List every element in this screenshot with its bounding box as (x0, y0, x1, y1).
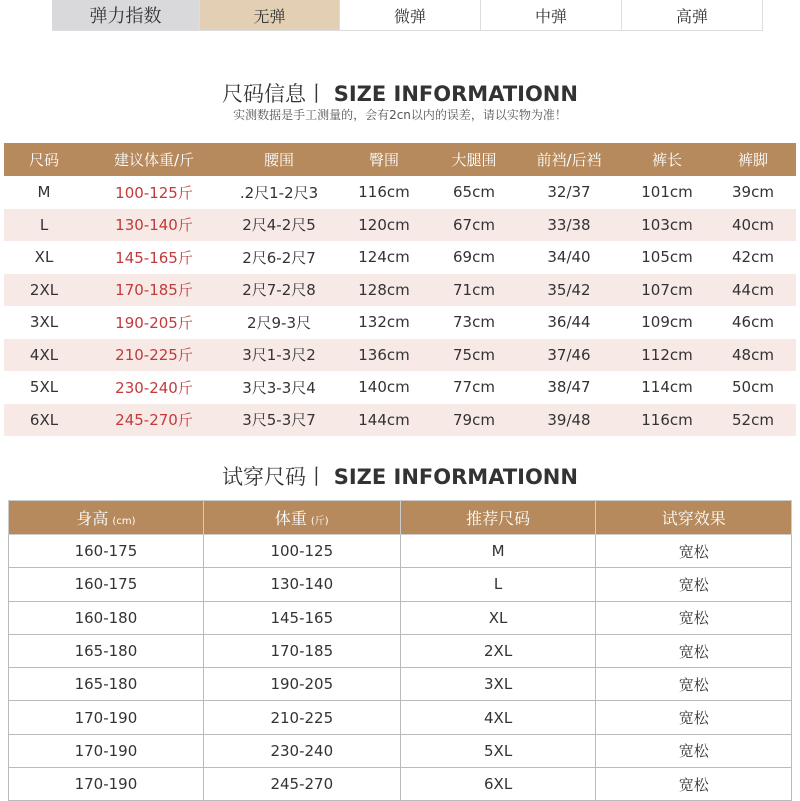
table-cell: M (37, 183, 51, 202)
table-cell: 34/40 (547, 248, 591, 267)
measurement-note: 实测数据是手工测量的，会有2cn以内的误差，请以实物为准！ (233, 108, 567, 122)
table-cell: 67cm (453, 215, 495, 234)
column-header: 前裆/后裆 (536, 151, 602, 169)
size-info-heading-cn: 尺码信息丨 (222, 82, 328, 106)
table-cell: 132cm (358, 313, 410, 332)
table-row (4, 209, 796, 242)
table-row (9, 568, 792, 601)
table-cell: 190-205斤 (115, 313, 193, 332)
table-cell: 33/38 (547, 215, 591, 234)
try-on-heading (0, 461, 800, 491)
table-cell: 宽松 (596, 668, 792, 701)
table-cell: 109cm (641, 313, 693, 332)
table-row (4, 306, 796, 339)
table-cell: 128cm (358, 280, 410, 299)
table-cell: 103cm (641, 215, 693, 234)
column-header-unit: (斤) (310, 516, 329, 527)
table-cell: XL (34, 248, 54, 267)
try-on-body (9, 535, 792, 801)
table-cell: 宽松 (596, 768, 792, 801)
table-cell: 46cm (732, 313, 774, 332)
table-cell: 4XL (400, 701, 596, 734)
table-row (9, 634, 792, 667)
table-cell: 120cm (358, 215, 410, 234)
table-row (9, 701, 792, 734)
table-cell: 2尺6-2尺7 (242, 248, 316, 267)
table-cell: 136cm (358, 345, 410, 364)
table-cell: 116cm (358, 183, 410, 202)
table-cell: 105cm (641, 248, 693, 267)
column-header (203, 501, 400, 535)
table-cell: 3XL (400, 668, 596, 701)
table-cell: 宽松 (596, 734, 792, 767)
table-row (4, 371, 796, 404)
try-on-header-row (9, 501, 792, 535)
table-cell: 39cm (732, 183, 774, 202)
table-cell: 宽松 (596, 634, 792, 667)
table-cell: 170-185斤 (115, 281, 193, 300)
size-info-table (4, 143, 796, 436)
table-cell: .2尺1-2尺3 (239, 183, 319, 202)
table-cell: 6XL (29, 410, 59, 429)
table-cell: 6XL (400, 768, 596, 801)
size-info-header-row (4, 143, 796, 176)
column-header: 裤脚 (737, 151, 768, 169)
column-header: 裤长 (651, 151, 682, 169)
table-cell: 165-180 (9, 668, 204, 701)
column-header-unit: (cm) (112, 516, 136, 527)
table-cell: 50cm (732, 378, 774, 397)
table-cell: 245-270斤 (115, 411, 193, 430)
column-header-label: 体重 (274, 509, 307, 528)
size-info-heading-en: SIZE INFORMATIONN (333, 82, 578, 106)
elasticity-bar (52, 0, 763, 31)
table-cell: 170-190 (9, 701, 204, 734)
table-cell: 114cm (641, 378, 693, 397)
table-cell: 42cm (732, 248, 774, 267)
column-header (9, 501, 204, 535)
table-cell: 145-165 (203, 601, 400, 634)
table-cell: 40cm (732, 215, 774, 234)
table-cell: 48cm (732, 345, 774, 364)
table-row (4, 241, 796, 274)
table-cell: 宽松 (596, 535, 792, 568)
table-cell: 107cm (641, 280, 693, 299)
table-cell: 124cm (358, 248, 410, 267)
column-header-label: 身高 (76, 509, 109, 528)
table-cell: 2尺7-2尺8 (242, 281, 316, 300)
table-cell: 3XL (29, 313, 59, 332)
table-cell: 71cm (453, 280, 495, 299)
column-header: 臀围 (368, 151, 399, 169)
table-cell: 144cm (358, 410, 410, 429)
table-cell: 宽松 (596, 601, 792, 634)
table-cell: 4XL (29, 345, 59, 364)
table-row (9, 668, 792, 701)
table-cell: 140cm (358, 378, 410, 397)
column-header: 建议体重/斤 (113, 151, 195, 169)
try-on-heading-cn: 试穿尺码丨 (222, 465, 328, 489)
table-cell: XL (400, 601, 596, 634)
table-cell: 165-180 (9, 634, 204, 667)
table-cell: 160-180 (9, 601, 204, 634)
table-cell: 100-125斤 (115, 183, 193, 202)
size-info-heading (0, 78, 800, 108)
table-cell: 190-205 (203, 668, 400, 701)
table-row (9, 734, 792, 767)
table-row (4, 274, 796, 307)
table-cell: 75cm (453, 345, 495, 364)
elasticity-option: 微弹 (340, 0, 481, 31)
table-cell: 32/37 (547, 183, 591, 202)
elasticity-option: 高弹 (622, 0, 763, 31)
table-cell: 宽松 (596, 701, 792, 734)
table-row (4, 404, 796, 437)
table-cell: 79cm (453, 410, 495, 429)
table-cell: 2XL (29, 280, 59, 299)
table-cell: 52cm (732, 410, 774, 429)
table-cell: 37/46 (547, 345, 591, 364)
table-cell: 宽松 (596, 568, 792, 601)
table-cell: 145-165斤 (115, 248, 193, 267)
table-cell: 100-125 (203, 535, 400, 568)
table-cell: 160-175 (9, 568, 204, 601)
column-header-label: 试穿效果 (661, 509, 726, 528)
table-cell: 112cm (641, 345, 693, 364)
table-cell: 170-190 (9, 768, 204, 801)
column-header: 大腿围 (451, 151, 497, 169)
table-cell: 36/44 (547, 313, 591, 332)
table-cell: 101cm (641, 183, 693, 202)
elasticity-label: 弹力指数 (52, 0, 200, 31)
table-cell: L (400, 568, 596, 601)
table-cell: 3尺5-3尺7 (242, 411, 316, 430)
size-info-body (4, 176, 796, 436)
table-cell: M (400, 535, 596, 568)
table-cell: 116cm (641, 410, 693, 429)
table-cell: 170-185 (203, 634, 400, 667)
table-cell: 38/47 (547, 378, 591, 397)
table-cell: 130-140斤 (115, 216, 193, 235)
column-header (400, 501, 596, 535)
table-cell: 65cm (453, 183, 495, 202)
table-row (9, 601, 792, 634)
table-cell: 77cm (453, 378, 495, 397)
table-row (4, 339, 796, 372)
table-cell: 39/48 (547, 410, 591, 429)
column-header: 腰围 (263, 151, 294, 169)
try-on-heading-en: SIZE INFORMATIONN (333, 465, 578, 489)
table-cell: 35/42 (547, 280, 591, 299)
table-cell: 3尺1-3尺2 (242, 346, 316, 365)
table-cell: 5XL (29, 378, 59, 397)
table-cell: 2尺9-3尺 (246, 313, 312, 332)
table-cell: 230-240斤 (115, 378, 193, 397)
try-on-table (8, 500, 792, 801)
table-cell: 210-225 (203, 701, 400, 734)
table-cell: 130-140 (203, 568, 400, 601)
table-cell: 3尺3-3尺4 (242, 378, 316, 397)
table-cell: 160-175 (9, 535, 204, 568)
table-row (9, 535, 792, 568)
table-cell: 73cm (453, 313, 495, 332)
elasticity-option: 中弹 (481, 0, 622, 31)
column-header (596, 501, 792, 535)
table-cell: 230-240 (203, 734, 400, 767)
table-cell: 170-190 (9, 734, 204, 767)
table-cell: 2XL (400, 634, 596, 667)
table-cell: 245-270 (203, 768, 400, 801)
table-cell: 210-225斤 (115, 346, 193, 365)
elasticity-option-selected: 无弹 (200, 0, 340, 31)
table-cell: 2尺4-2尺5 (242, 216, 316, 235)
table-cell: L (39, 215, 49, 234)
column-header-label: 推荐尺码 (466, 509, 531, 528)
table-row (4, 176, 796, 209)
table-cell: 69cm (453, 248, 495, 267)
column-header: 尺码 (28, 151, 59, 169)
table-row (9, 768, 792, 801)
table-cell: 5XL (400, 734, 596, 767)
table-cell: 44cm (732, 280, 774, 299)
